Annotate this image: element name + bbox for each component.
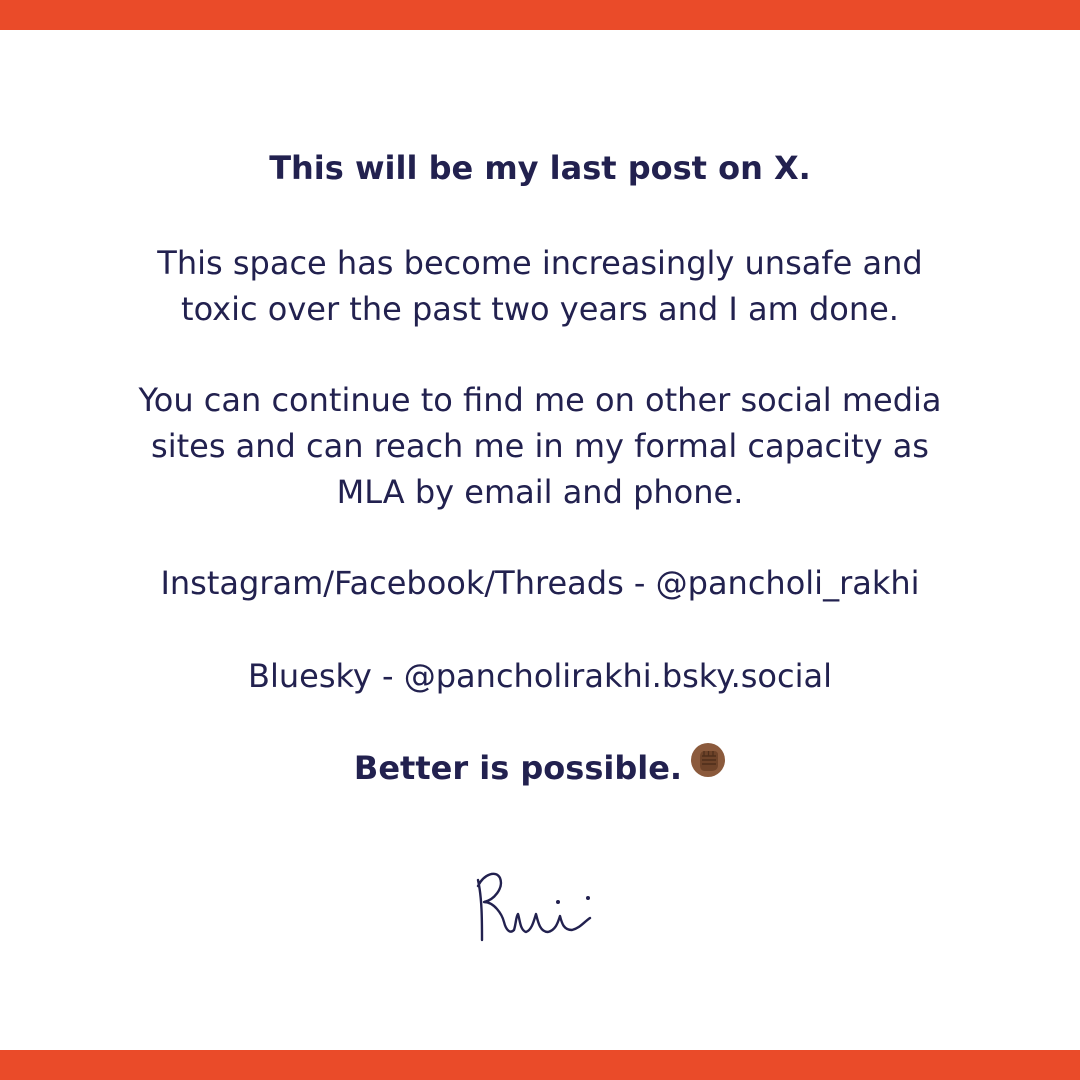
headline: This will be my last post on X.: [269, 149, 811, 187]
paragraph2-line1: You can continue to find me on other social media: [138, 381, 942, 419]
paragraph1-line2: toxic over the past two years and I am done.: [181, 290, 899, 328]
bottom-accent-bar: [0, 1050, 1080, 1080]
bluesky-handle-line: Bluesky - @pancholirakhi.bsky.social: [248, 657, 832, 695]
raised-fist-icon: [690, 742, 726, 790]
paragraph2-line2: sites and can reach me in my formal capacity as: [151, 427, 929, 465]
closing-line: [0, 745, 1080, 791]
closing-text: Better is possible.: [353, 749, 683, 787]
signature: [460, 858, 620, 958]
paragraph2-line3: MLA by email and phone.: [336, 473, 744, 511]
paragraph1-line1: This space has become increasingly unsafe and: [157, 244, 923, 282]
instagram-handle-line: Instagram/Facebook/Threads - @pancholi_rakhi: [160, 564, 920, 602]
